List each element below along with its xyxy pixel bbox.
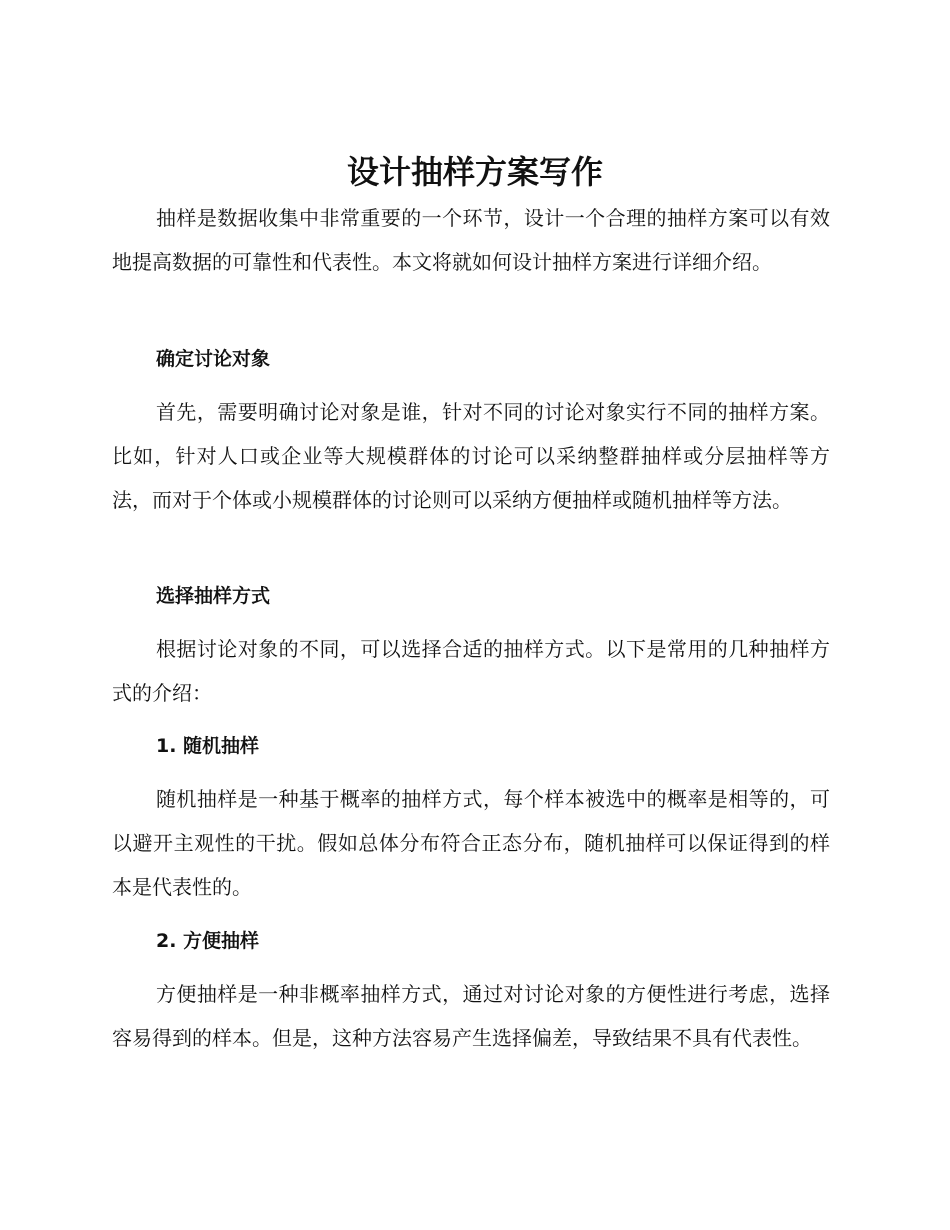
page-title: 设计抽样方案写作 [346,153,603,191]
section-body-sampling-method: 根据讨论对象的不同，可以选择合适的抽样方式。以下是常用的几种抽样方式的介绍： [112,637,830,705]
section-body-random-sampling: 随机抽样是一种基于概率的抽样方式，每个样本被选中的概率是相等的，可以避开主观性的干扰。假如总体分布符合正态分布，随机抽样可以保证得到的样本是代表性的。 [112,787,830,899]
section-heading-sampling-method: 选择抽样方式 [156,585,271,607]
section-body-research-object: 首先，需要明确讨论对象是谁，针对不同的讨论对象实行不同的抽样方案。比如，针对人口或企业等大规模群体的讨论可以采纳整群抽样或分层抽样等方法，而对于个体或小规模群体的讨论则可以采纳方便抽样或随机抽样等方法。 [112,400,830,512]
section-heading-convenience-sampling: 2. 方便抽样 [156,930,260,952]
section-heading-research-object: 确定讨论对象 [156,348,271,370]
intro-paragraph: 抽样是数据收集中非常重要的一个环节，设计一个合理的抽样方案可以有效地提高数据的可靠性和代表性。本文将就如何设计抽样方案进行详细介绍。 [112,206,830,274]
section-heading-random-sampling: 1. 随机抽样 [156,735,260,757]
section-body-convenience-sampling: 方便抽样是一种非概率抽样方式，通过对讨论对象的方便性进行考虑，选择容易得到的样本。但是，这种方法容易产生选择偏差，导致结果不具有代表性。 [112,982,830,1050]
